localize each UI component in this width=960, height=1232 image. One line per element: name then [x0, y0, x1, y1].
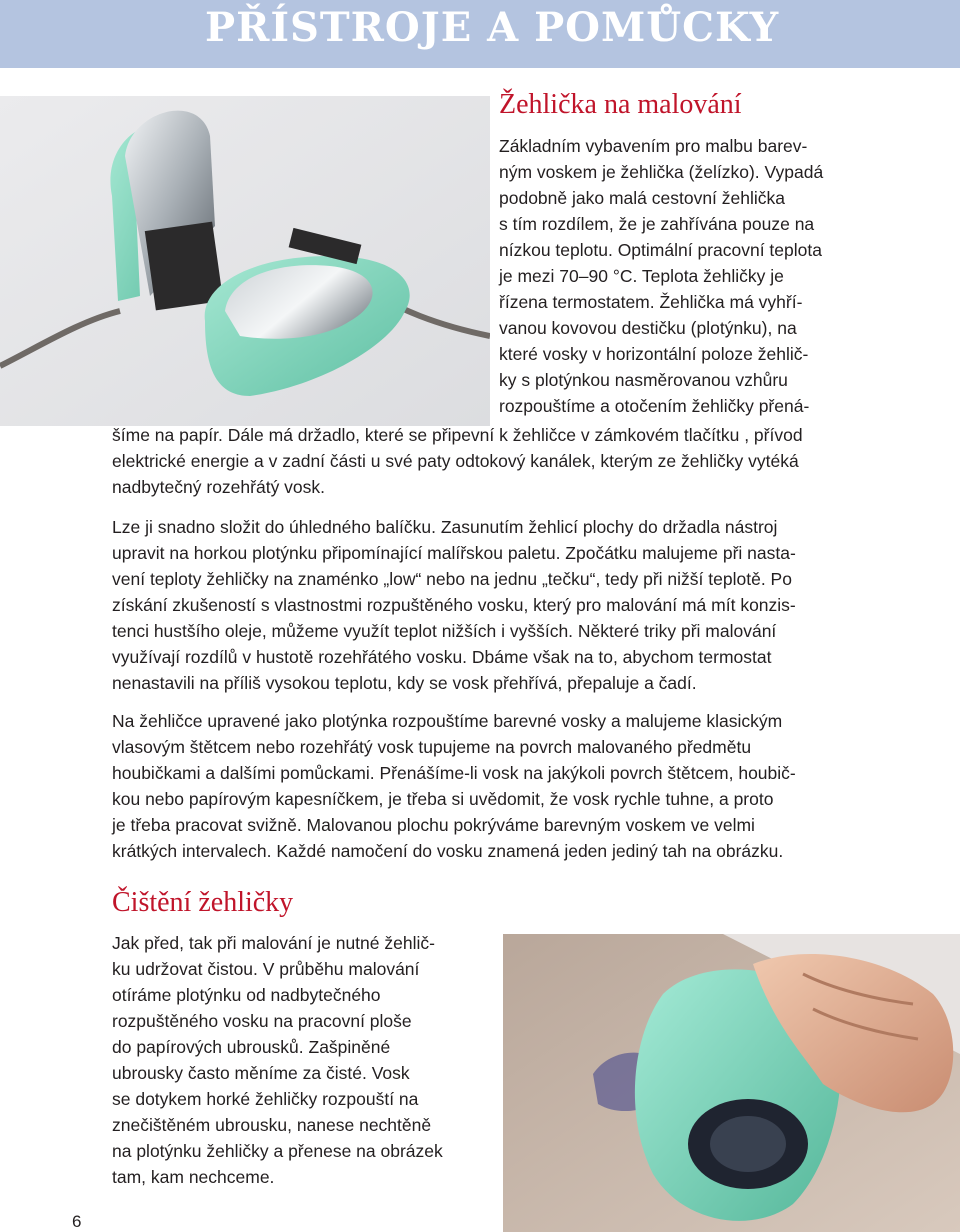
text-line: se dotykem horké žehličky rozpouští na	[112, 1089, 419, 1109]
text-line: šíme na papír. Dále má držadlo, které se připevní k žehličce v zámkovém tlačítku , přívod	[112, 425, 803, 445]
text-line: rozpuštěného vosku na pracovní ploše	[112, 1011, 412, 1031]
text-line: vanou kovovou destičku (plotýnku), na	[499, 318, 797, 338]
section-heading-iron: Žehlička na malování	[499, 89, 742, 120]
text-line: nenastavili na příliš vysokou teplotu, kdy se vosk přehřívá, přepaluje a čadí.	[112, 673, 697, 693]
text-line: znečištěném ubrousku, nanese nechtěně	[112, 1115, 432, 1135]
text-line: podobně jako malá cestovní žehlička	[499, 188, 786, 208]
text-line: využívají rozdílů v hustotě rozehřátého vosku. Dbáme však na to, abychom termostat	[112, 647, 772, 667]
cleaning-illustration	[503, 934, 960, 1232]
text-line: tam, kam nechceme.	[112, 1167, 275, 1187]
text-line: vení teploty žehličky na znaménko „low“ nebo na jednu „tečku“, tedy při nižší teplotě. Po	[112, 569, 792, 589]
text-line: Lze ji snadno složit do úhledného balíčku. Zasunutím žehlicí plochy do držadla nástroj	[112, 517, 778, 537]
iron-illustration	[0, 96, 490, 426]
text-line: krátkých intervalech. Každé namočení do vosku znamená jeden jediný tah na obrázku.	[112, 841, 784, 861]
iron-photo	[0, 96, 490, 426]
text-line: které vosky v horizontální poloze žehlič-	[499, 344, 809, 364]
text-line: řízena termostatem. Žehlička má vyhří-	[499, 292, 803, 312]
text-line: ným voskem je žehlička (želízko). Vypadá	[499, 162, 824, 182]
text-line: upravit na horkou plotýnku připomínající malířskou paletu. Zpočátku malujeme při nasta-	[112, 543, 796, 563]
text-line: získání zkušeností s vlastnostmi rozpuštěného vosku, který pro malování má mít konzis-	[112, 595, 796, 615]
page-header-band	[0, 0, 960, 68]
text-line: tenci hustšího oleje, můžeme využít teplot nižších i vyšších. Některé triky při malování	[112, 621, 777, 641]
text-line: s tím rozdílem, že je zahřívána pouze na	[499, 214, 815, 234]
text-line: nadbytečný rozehřátý vosk.	[112, 477, 326, 497]
cleaning-photo	[503, 934, 960, 1232]
text-line: Základním vybavením pro malbu barev-	[499, 136, 808, 156]
text-line: vlasovým štětcem nebo rozehřátý vosk tupujeme na povrch malovaného předmětu	[112, 737, 752, 757]
text-line: je mezi 70–90 °C. Teplota žehličky je	[499, 266, 784, 286]
text-line: rozpouštíme a otočením žehličky přená-	[499, 396, 810, 416]
text-line: Na žehličce upravené jako plotýnka rozpouštíme barevné vosky a malujeme klasickým	[112, 711, 783, 731]
text-line: na plotýnku žehličky a přenese na obrázek	[112, 1141, 443, 1161]
page-title: PŘÍSTROJE A POMŮCKY	[205, 4, 780, 51]
text-line: Jak před, tak při malování je nutné žehlič-	[112, 933, 435, 953]
text-line: houbičkami a dalšími pomůckami. Přenášíme-li vosk na jakýkoli povrch štětcem, houbič-	[112, 763, 796, 783]
text-line: kou nebo papírovým kapesníčkem, je třeba si uvědomit, že vosk rychle tuhne, a proto	[112, 789, 774, 809]
text-line: elektrické energie a v zadní části u své paty odtokový kanálek, kterým ze žehličky vytéká	[112, 451, 799, 471]
text-line: ubrousky často měníme za čisté. Vosk	[112, 1063, 410, 1083]
text-line: nízkou teplotu. Optimální pracovní teplota	[499, 240, 822, 260]
text-line: otíráme plotýnku od nadbytečného	[112, 985, 381, 1005]
text-line: ky s plotýnkou nasměrovanou vzhůru	[499, 370, 788, 390]
text-line: je třeba pracovat svižně. Malovanou plochu pokrýváme barevným voskem ve velmi	[112, 815, 755, 835]
page-number: 6	[72, 1212, 82, 1231]
text-line: ku udržovat čistou. V průběhu malování	[112, 959, 420, 979]
section-heading-cleaning: Čištění žehličky	[112, 887, 294, 918]
text-line: do papírových ubrousků. Zašpiněné	[112, 1037, 391, 1057]
